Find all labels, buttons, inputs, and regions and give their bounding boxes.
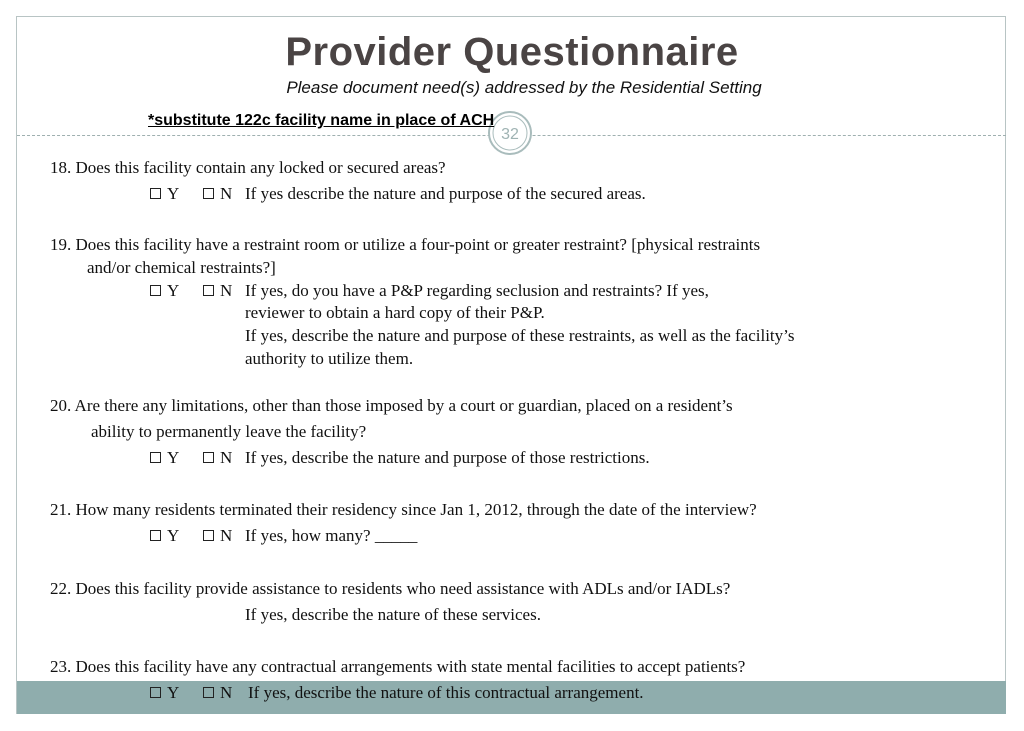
question-23: 23. Does this facility have any contractual arrangements with state mental facilities to accept patients? (50, 657, 746, 676)
q21-yes-option[interactable]: Y (150, 526, 179, 546)
checkbox-icon[interactable] (150, 285, 161, 296)
q20-no-option[interactable]: N (203, 448, 232, 468)
q21-no-option[interactable]: N (203, 526, 232, 546)
q18-no-option[interactable]: N (203, 184, 232, 204)
q23-no-option[interactable]: N (203, 683, 232, 703)
question-22: 22. Does this facility provide assistance to residents who need assistance with ADLs and/or IADLs? (50, 579, 731, 598)
question-21: 21. How many residents terminated their residency since Jan 1, 2012, through the date of the interview? (50, 500, 757, 519)
q19-followup-2: reviewer to obtain a hard copy of their P&P. (245, 303, 545, 322)
q19-followup-1: If yes, do you have a P&P regarding seclusion and restraints? If yes, (245, 281, 709, 300)
checkbox-icon[interactable] (203, 452, 214, 463)
substitution-note: *substitute 122c facility name in place of ACH (148, 112, 495, 129)
q23-yes-option[interactable]: Y (150, 683, 179, 703)
q19-no-option[interactable]: N (203, 281, 232, 301)
checkbox-icon[interactable] (150, 687, 161, 698)
question-20-cont: ability to permanently leave the facility? (91, 422, 367, 441)
checkbox-icon[interactable] (150, 530, 161, 541)
q20-yes-option[interactable]: Y (150, 448, 179, 468)
checkbox-icon[interactable] (203, 530, 214, 541)
page-title: Provider Questionnaire (285, 30, 739, 74)
checkbox-icon[interactable] (203, 687, 214, 698)
checkbox-icon[interactable] (150, 188, 161, 199)
q21-followup: If yes, how many? _____ (245, 526, 418, 545)
question-20: 20. Are there any limitations, other than those imposed by a court or guardian, placed on a resident’s (50, 396, 733, 415)
question-18: 18. Does this facility contain any locked or secured areas? (50, 158, 446, 177)
page-number: 32 (501, 126, 519, 143)
q22-followup: If yes, describe the nature of these services. (245, 605, 541, 624)
q19-yes-option[interactable]: Y (150, 281, 179, 301)
q19-followup-3: If yes, describe the nature and purpose of these restraints, as well as the facility’s (245, 326, 795, 345)
checkbox-icon[interactable] (203, 188, 214, 199)
question-19: 19. Does this facility have a restraint room or utilize a four-point or greater restraint? [physical restraints (50, 235, 761, 254)
q20-followup: If yes, describe the nature and purpose of those restrictions. (245, 448, 650, 467)
page-subtitle: Please document need(s) addressed by the Residential Setting (286, 78, 762, 97)
checkbox-icon[interactable] (150, 452, 161, 463)
question-19-cont: and/or chemical restraints?] (87, 258, 276, 277)
q23-followup: If yes, describe the nature of this contractual arrangement. (248, 683, 644, 702)
q18-yes-option[interactable]: Y (150, 184, 179, 204)
q18-followup: If yes describe the nature and purpose of the secured areas. (245, 184, 646, 203)
q19-followup-4: authority to utilize them. (245, 349, 414, 368)
checkbox-icon[interactable] (203, 285, 214, 296)
